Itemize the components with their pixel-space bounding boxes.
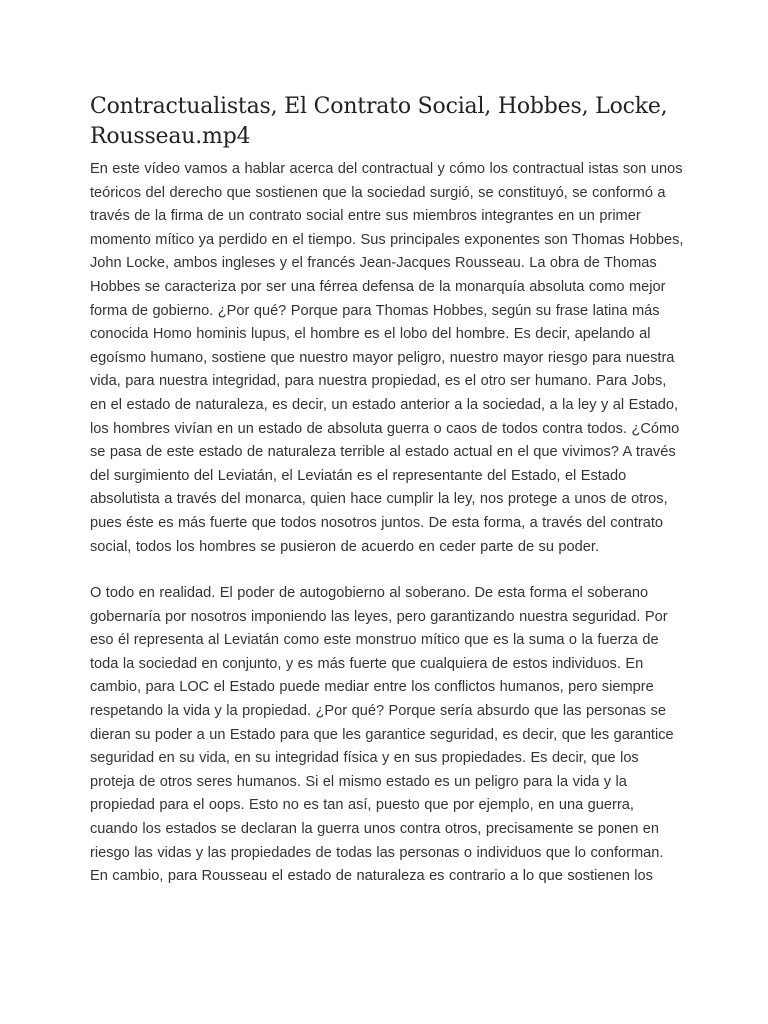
paragraph-2: O todo en realidad. El poder de autogobierno al soberano. De esta forma el soberano gobernaría por nosotros imponiendo las leyes, pero garantizando nuestra seguridad. Por eso él representa al Leviatán como este monstruo mítico que es la suma o la fuerza de toda la sociedad en conjunto, y es más fuerte que cualquiera de estos individuos. En cambio, para LOC el Estado puede mediar entre los conflictos humanos, pero siempre respetando la vida y la propiedad. ¿Por qué? Porque sería absurdo que las personas se dieran su poder a un Estado para que les garantice seguridad, es decir, que les garantice seguridad en su vida, en su integridad física y en sus propiedades. Es decir, que los proteja de otros seres humanos. Si el mismo estado es un peligro para la vida y la propiedad para el oops. Esto no es tan así, puesto que por ejemplo, en una guerra, cuando los estados se declaran la guerra unos contra otros, precisamente se ponen en riesgo las vidas y las propiedades de todas las personas o individuos que lo conforman. En cambio, para Rousseau el estado de naturaleza es contrario a lo que sostienen los: [90, 585, 674, 885]
paragraph-1: En este vídeo vamos a hablar acerca del contractual y cómo los contractual istas son unos teóricos del derecho que sostienen que la sociedad surgió, se constituyó, se conformó a través de la firma de un contrato social entre sus miembros integrantes en un primer momento mítico ya perdido en el tiempo. Sus principales exponentes son Thomas Hobbes, John Locke, ambos ingleses y el francés Jean-Jacques Rousseau. La obra de Thomas Hobbes se caracteriza por ser una férrea defensa de la monarquía absoluta como mejor forma de gobierno. ¿Por qué? Porque para Thomas Hobbes, según su frase latina más conocida Homo hominis lupus, el hombre es el lobo del hombre. Es decir, apelando al egoísmo humano, sostiene que nuestro mayor peligro, nuestro mayor riesgo para nuestra vida, para nuestra integridad, para nuestra propiedad, es el otro ser humano. Para Jobs, en el estado de naturaleza, es decir, un estado anterior a la sociedad, a la ley y al Estado, los hombres vivían en un estado de absoluta guerra o caos de todos contra todos. ¿Cómo se pasa de este estado de naturaleza terrible al estado actual en el que vivimos? A través del surgimiento del Leviatán, el Leviatán es el representante del Estado, el Estado absolutista a través del monarca, quien hace cumplir la ley, nos protege a unos de otros, pues éste es más fuerte que todos nosotros juntos. De esta forma, a través del contrato social, todos los hombres se pusieron de acuerdo en ceder parte de su poder.: [90, 161, 684, 555]
document-title: Contractualistas, El Contrato Social, Hobbes, Locke, Rousseau.mp4: [90, 94, 668, 149]
document-page: [90, 92, 684, 889]
